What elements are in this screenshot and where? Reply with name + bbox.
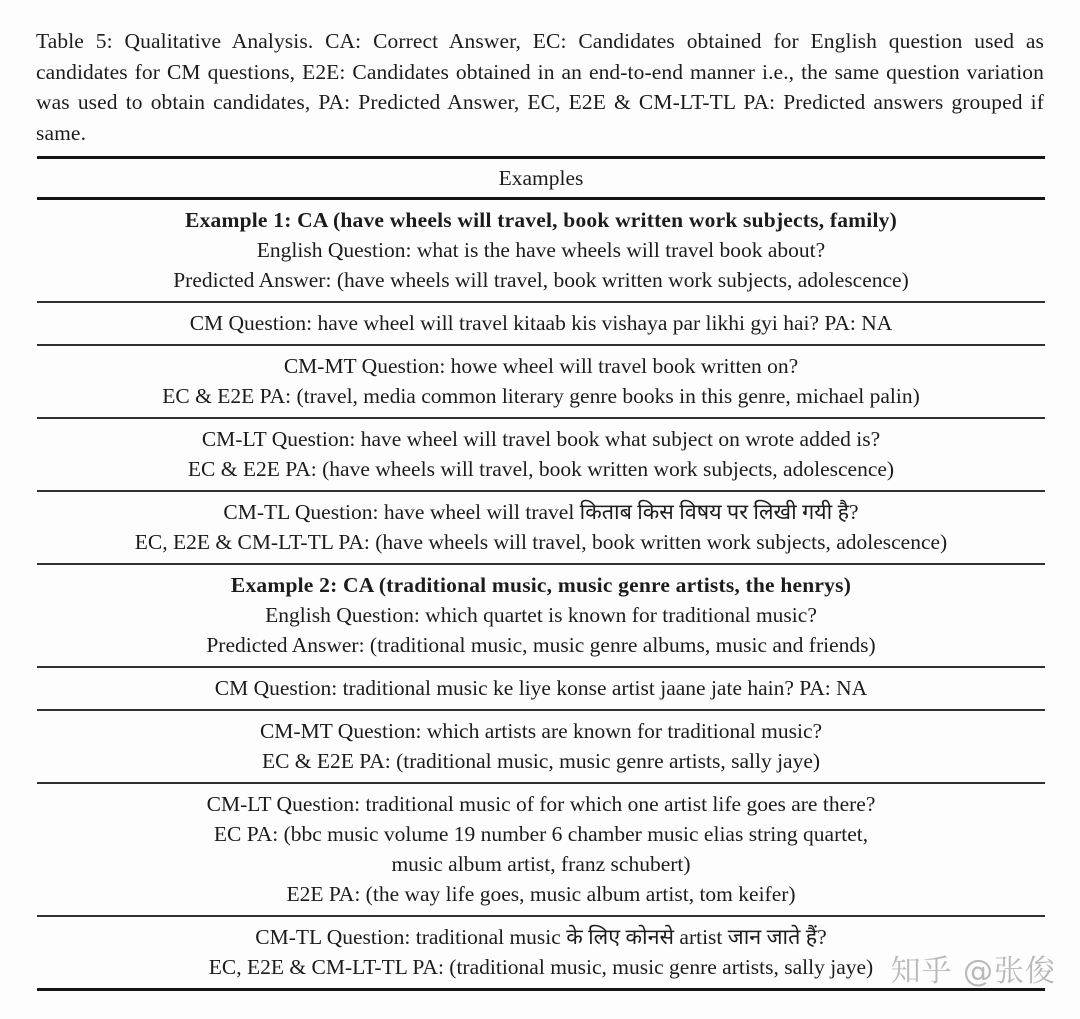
example-2-title: Example 2: CA (traditional music, music genre artists, the henrys) <box>230 573 852 597</box>
cm-mt-pa-1: EC & E2E PA: (travel, media common literary genre books in this genre, michael palin) <box>162 384 920 408</box>
table-row-cm-tl-1 <box>37 492 1045 563</box>
qualitative-analysis-table <box>37 156 1045 991</box>
cm-tl-pa-1: EC, E2E & CM-LT-TL PA: (have wheels will travel, book written work subjects, adolescence) <box>134 530 948 554</box>
cm-lt-ec-pa-2-line2: music album artist, franz schubert) <box>391 852 691 876</box>
example-1-english-question: English Question: what is the have wheels will travel book about? <box>256 238 826 262</box>
example-1-title: Example 1: CA (have wheels will travel, book written work subjects, family) <box>185 208 897 232</box>
table-caption: Table 5: Qualitative Analysis. CA: Correct Answer, EC: Candidates obtained for English question used as candidates for CM questions, E2E: Candidates obtained in an end-to-end manner i.e., the same question variation was used to obtain candidates, PA: Predicted Answer, EC, E2E & CM-LT-TL PA: Predicted answers grouped if same. <box>36 29 1044 145</box>
table-row-example-1 <box>37 200 1045 301</box>
cm-mt-pa-2: EC & E2E PA: (traditional music, music genre artists, sally jaye) <box>261 749 821 773</box>
cm-tl-pa-2: EC, E2E & CM-LT-TL PA: (traditional music, music genre artists, sally jaye) <box>208 955 874 979</box>
cm-lt-pa-1: EC & E2E PA: (have wheels will travel, book written work subjects, adolescence) <box>187 457 895 481</box>
cm-lt-question-2: CM-LT Question: traditional music of for which one artist life goes are there? <box>206 792 876 816</box>
cm-question-1: CM Question: have wheel will travel kitaab kis vishaya par likhi gyi hai? PA: NA <box>189 311 893 335</box>
table-row-cm-lt-1 <box>37 419 1045 490</box>
example-1-predicted-answer: Predicted Answer: (have wheels will travel, book written work subjects, adolescence) <box>173 268 909 292</box>
table-row-cm-lt-2 <box>37 784 1045 915</box>
cm-mt-question-1: CM-MT Question: howe wheel will travel book written on? <box>283 354 799 378</box>
cm-lt-e2e-pa-2: E2E PA: (the way life goes, music album artist, tom keifer) <box>286 882 796 906</box>
table-header-examples: Examples <box>498 166 584 190</box>
table-row-cm-mt-1 <box>37 346 1045 417</box>
cm-question-2: CM Question: traditional music ke liye konse artist jaane jate hain? PA: NA <box>214 676 868 700</box>
cm-lt-ec-pa-2-line1: EC PA: (bbc music volume 19 number 6 chamber music elias string quartet, <box>213 822 869 846</box>
table-row-cm-question-2 <box>37 668 1045 709</box>
cm-mt-question-2: CM-MT Question: which artists are known for traditional music? <box>259 719 823 743</box>
table-bottom-rule <box>37 988 1045 991</box>
table-row-cm-question-1 <box>37 303 1045 344</box>
cm-lt-question-1: CM-LT Question: have wheel will travel book what subject on wrote added is? <box>201 427 881 451</box>
table-row-example-2 <box>37 565 1045 666</box>
table-row-cm-mt-2 <box>37 711 1045 782</box>
example-2-english-question: English Question: which quartet is known for traditional music? <box>265 603 817 627</box>
example-2-predicted-answer: Predicted Answer: (traditional music, music genre albums, music and friends) <box>206 633 876 657</box>
cm-tl-question-1: CM-TL Question: have wheel will travel किताब किस विषय पर लिखी गयी है? <box>223 500 859 524</box>
zhihu-watermark: 知乎 @张俊 <box>890 954 1056 989</box>
cm-tl-question-2: CM-TL Question: traditional music के लिए कोनसे artist जान जाते हैं? <box>255 925 827 949</box>
table-row-cm-tl-2 <box>37 917 1045 988</box>
